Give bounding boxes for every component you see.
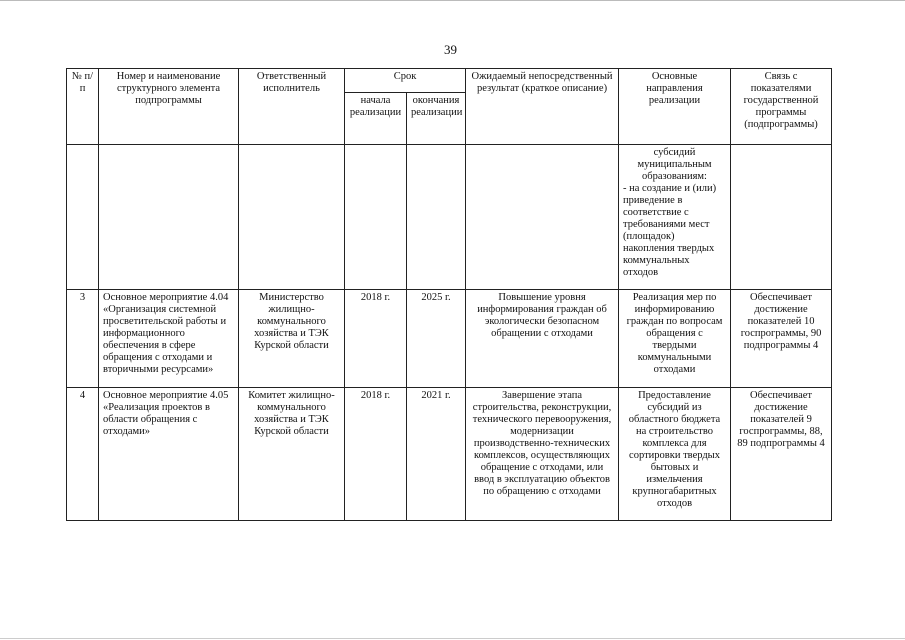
table-row: [67, 388, 832, 521]
cont-cell-links: [731, 145, 832, 290]
row-responsible: Комитет жилищно-коммунального хозяйства и ТЭК Курской области: [239, 388, 345, 521]
scan-edge-bottom: [0, 638, 905, 639]
cont-cell-directions: [619, 145, 731, 290]
row-directions: Реализация мер по информированию граждан по вопросам обращения с твердыми коммунальными отходами: [619, 290, 731, 388]
cont-directions-centered: субсидий муниципальным образованиям:: [637, 147, 712, 182]
row-start: 2018 г.: [345, 388, 407, 521]
subprogram-activities-table: [66, 68, 832, 521]
row-result: Завершение этапа строительства, реконструкции, технического перевооружения, модернизации производственно-технических комплексов, осуществляющих обращение с отходами, или ввод в эксплуатацию объектов по обращению с отходами: [466, 388, 619, 521]
row-links: Обеспечивает достижение показателей 10 госпрограммы, 90 подпрограммы 4: [731, 290, 832, 388]
row-responsible: Министерство жилищно-коммунального хозяйства и ТЭК Курской области: [239, 290, 345, 388]
header-num: № п/п: [67, 69, 99, 145]
header-name: Номер и наименование структурного элемента подпрограммы: [99, 69, 239, 145]
row-name: Основное мероприятие 4.05 «Реализация проектов в области обращения с отходами»: [99, 388, 239, 521]
scan-edge-top: [0, 0, 905, 1]
row-links: Обеспечивает достижение показателей 9 госпрограммы, 88, 89 подпрограммы 4: [731, 388, 832, 521]
row-end: 2021 г.: [407, 388, 466, 521]
row-name: Основное мероприятие 4.04 «Организация системной просветительской работы и информационного обеспечения в сфере обращения с отходами и вторичными ресурсами»: [99, 290, 239, 388]
row-num: 3: [67, 290, 99, 388]
row-end: 2025 г.: [407, 290, 466, 388]
header-directions: Основные направления реализации: [619, 69, 731, 145]
cont-cell-start: [345, 145, 407, 290]
row-directions: Предоставление субсидий из областного бюджета на строительство комплекса для сортировки твердых бытовых и измельчения крупногабаритных отходов: [619, 388, 731, 521]
continuation-row: [67, 145, 832, 290]
cont-directions-left: - на создание и (или) приведение в соответствие с требованиями мест (площадок) накопления твердых коммунальных отходов: [623, 183, 717, 278]
header-responsible: Ответственный исполнитель: [239, 69, 345, 145]
cont-cell-num: [67, 145, 99, 290]
page-number: 39: [444, 42, 457, 57]
cont-cell-end: [407, 145, 466, 290]
row-start: 2018 г.: [345, 290, 407, 388]
header-term-end: окончания реализации: [407, 93, 466, 145]
row-result: Повышение уровня информирования граждан об экологически безопасном обращении с отходами: [466, 290, 619, 388]
header-term: Срок: [345, 69, 466, 93]
header-term-start: начала реализации: [345, 93, 407, 145]
table-row: [67, 290, 832, 388]
header-result: Ожидаемый непосредственный результат (краткое описание): [466, 69, 619, 145]
cont-cell-name: [99, 145, 239, 290]
row-num: 4: [67, 388, 99, 521]
cont-cell-result: [466, 145, 619, 290]
cont-cell-responsible: [239, 145, 345, 290]
header-links: Связь с показателями государственной программы (подпрограммы): [731, 69, 832, 145]
